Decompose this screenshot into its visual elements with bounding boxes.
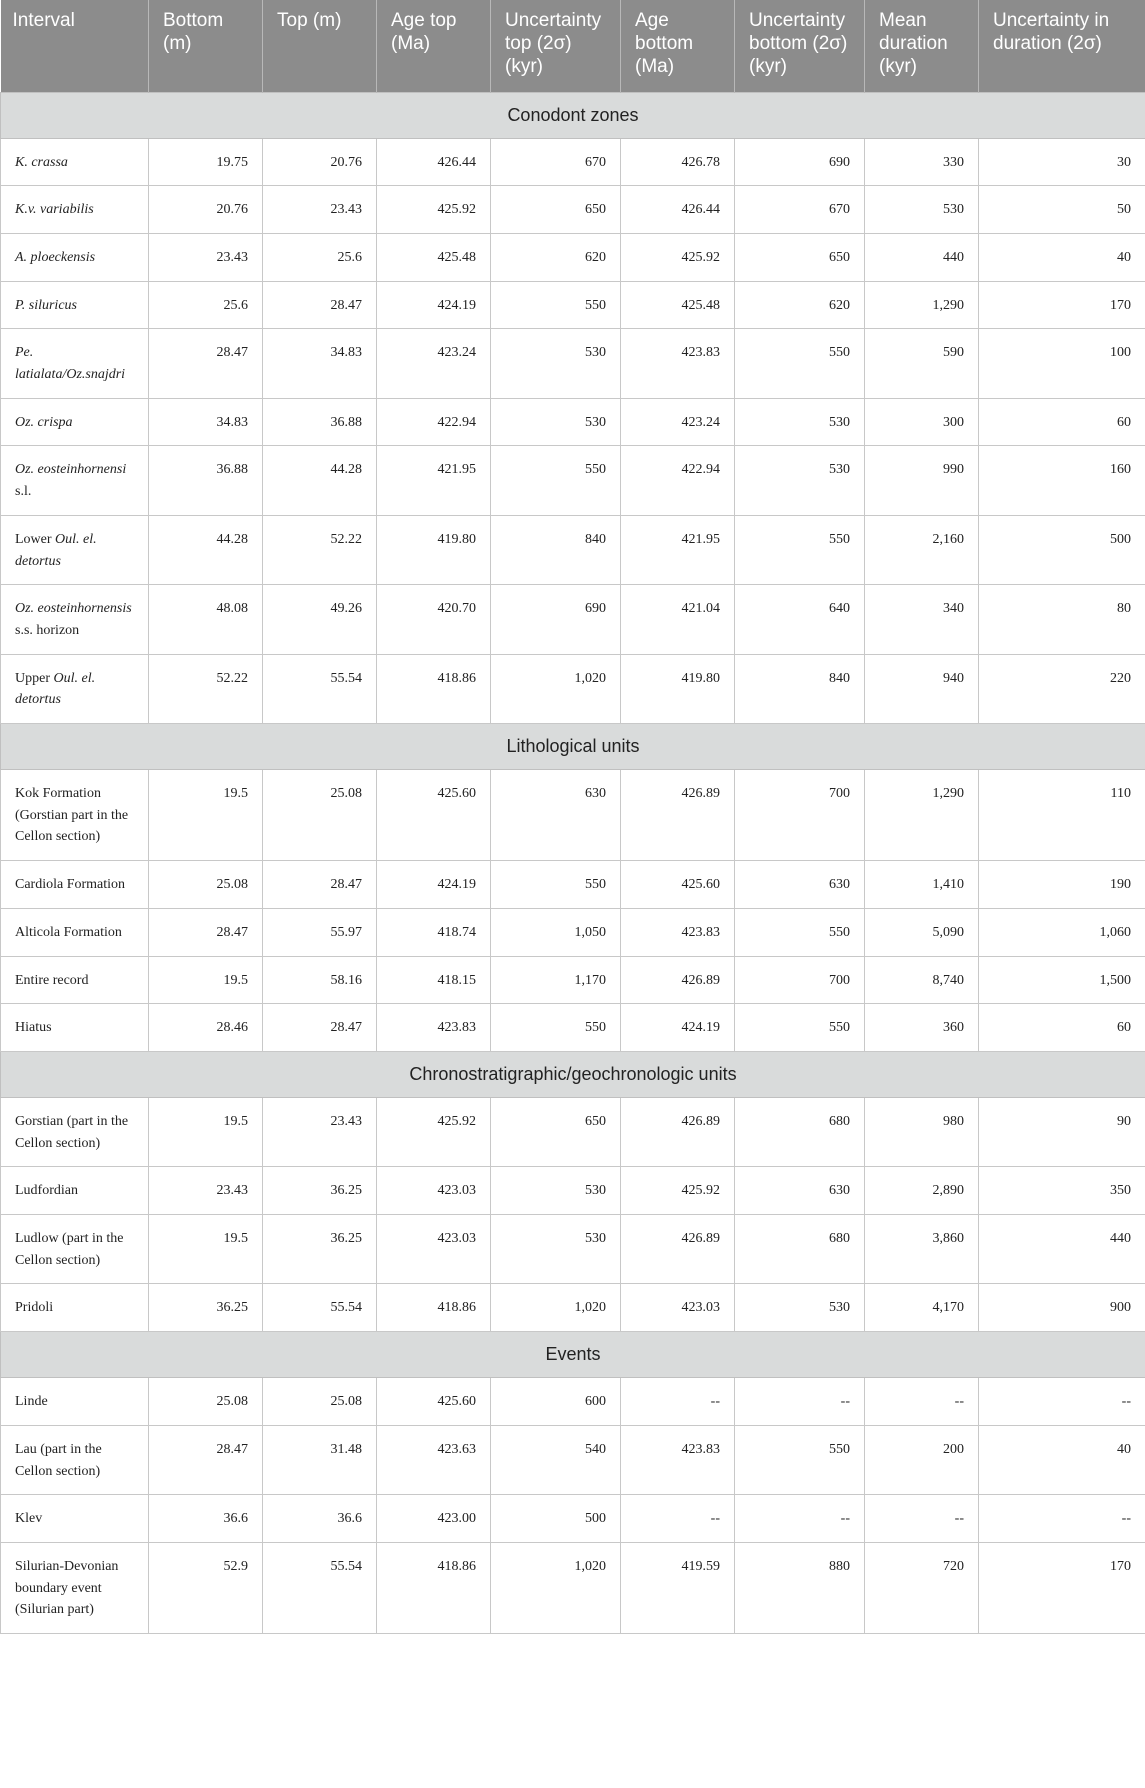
value-cell: 690 bbox=[735, 138, 865, 186]
table-row bbox=[1, 329, 1145, 398]
value-cell: 426.89 bbox=[621, 1097, 735, 1166]
value-cell: 423.83 bbox=[377, 1004, 491, 1052]
interval-text: Upper bbox=[15, 670, 54, 686]
interval-cell bbox=[1, 956, 149, 1004]
interval-text: Lower bbox=[15, 531, 56, 547]
value-cell: 1,290 bbox=[865, 281, 979, 329]
interval-text: Silurian-Devonian boundary event (Silurian part) bbox=[15, 1559, 119, 1618]
table-row bbox=[1, 398, 1145, 446]
interval-text: K. crassa bbox=[15, 154, 68, 170]
value-cell: 550 bbox=[491, 1004, 621, 1052]
interval-cell bbox=[1, 1425, 149, 1494]
value-cell: 900 bbox=[979, 1284, 1145, 1332]
group-title: Lithological units bbox=[1, 724, 1145, 770]
value-cell: 550 bbox=[735, 1425, 865, 1494]
value-cell: 340 bbox=[865, 585, 979, 654]
value-cell: 1,020 bbox=[491, 1543, 621, 1634]
value-cell: 940 bbox=[865, 654, 979, 723]
value-cell: 1,050 bbox=[491, 908, 621, 956]
interval-text: Cardiola Formation bbox=[15, 877, 126, 893]
value-cell: 60 bbox=[979, 398, 1145, 446]
value-cell: 990 bbox=[865, 446, 979, 515]
value-cell: 220 bbox=[979, 654, 1145, 723]
value-cell: 700 bbox=[735, 956, 865, 1004]
value-cell: 36.6 bbox=[149, 1495, 263, 1543]
value-cell: 160 bbox=[979, 446, 1145, 515]
table-row bbox=[1, 186, 1145, 234]
value-cell: 34.83 bbox=[149, 398, 263, 446]
value-cell: 530 bbox=[735, 398, 865, 446]
table-header bbox=[1, 0, 1145, 92]
interval-text: Ludlow (part in the Cellon section) bbox=[15, 1231, 124, 1268]
table-row bbox=[1, 654, 1145, 723]
interval-cell bbox=[1, 1378, 149, 1426]
value-cell: 36.88 bbox=[149, 446, 263, 515]
value-cell: 421.95 bbox=[377, 446, 491, 515]
value-cell: 36.88 bbox=[263, 398, 377, 446]
value-cell: 530 bbox=[735, 1284, 865, 1332]
value-cell: 55.54 bbox=[263, 1284, 377, 1332]
value-cell: 420.70 bbox=[377, 585, 491, 654]
value-cell: 5,090 bbox=[865, 908, 979, 956]
value-cell: 34.83 bbox=[263, 329, 377, 398]
value-cell: 28.47 bbox=[263, 861, 377, 909]
value-cell: 426.44 bbox=[621, 186, 735, 234]
value-cell: 630 bbox=[735, 1167, 865, 1215]
value-cell: 58.16 bbox=[263, 956, 377, 1004]
value-cell: 840 bbox=[735, 654, 865, 723]
interval-cell bbox=[1, 398, 149, 446]
value-cell: 30 bbox=[979, 138, 1145, 186]
value-cell: 550 bbox=[491, 446, 621, 515]
group-title: Chronostratigraphic/geochronologic units bbox=[1, 1051, 1145, 1097]
value-cell: 426.78 bbox=[621, 138, 735, 186]
table-row bbox=[1, 908, 1145, 956]
interval-cell bbox=[1, 1215, 149, 1284]
value-cell: 422.94 bbox=[621, 446, 735, 515]
interval-text: Ludfordian bbox=[15, 1183, 78, 1199]
value-cell: 36.25 bbox=[149, 1284, 263, 1332]
table-row bbox=[1, 446, 1145, 515]
header-bottom: Bottom (m) bbox=[149, 0, 263, 92]
value-cell: 19.5 bbox=[149, 956, 263, 1004]
group-header-row bbox=[1, 1332, 1145, 1378]
header-mean-duration: Mean duration (kyr) bbox=[865, 0, 979, 92]
value-cell: 23.43 bbox=[149, 233, 263, 281]
value-cell: 425.92 bbox=[377, 1097, 491, 1166]
value-cell: 23.43 bbox=[263, 186, 377, 234]
header-age-bottom: Age bottom (Ma) bbox=[621, 0, 735, 92]
value-cell: 28.46 bbox=[149, 1004, 263, 1052]
interval-cell bbox=[1, 1167, 149, 1215]
group-header-row bbox=[1, 92, 1145, 138]
interval-cell bbox=[1, 329, 149, 398]
header-uncertainty-top: Uncertainty top (2σ) (kyr) bbox=[491, 0, 621, 92]
interval-text: Oul. el. detortus bbox=[15, 531, 97, 569]
value-cell: 330 bbox=[865, 138, 979, 186]
value-cell: 80 bbox=[979, 585, 1145, 654]
value-cell: 110 bbox=[979, 770, 1145, 861]
value-cell: 550 bbox=[735, 1004, 865, 1052]
value-cell: 418.86 bbox=[377, 654, 491, 723]
header-interval: Interval bbox=[1, 0, 149, 92]
value-cell: 550 bbox=[491, 861, 621, 909]
value-cell: 8,740 bbox=[865, 956, 979, 1004]
value-cell: 425.92 bbox=[377, 186, 491, 234]
table-row bbox=[1, 1004, 1145, 1052]
value-cell: 500 bbox=[491, 1495, 621, 1543]
interval-cell bbox=[1, 1495, 149, 1543]
value-cell: 40 bbox=[979, 1425, 1145, 1494]
interval-cell bbox=[1, 1284, 149, 1332]
interval-text: Oz. eosteinhornensi bbox=[15, 462, 127, 478]
value-cell: 200 bbox=[865, 1425, 979, 1494]
value-cell: 423.03 bbox=[377, 1167, 491, 1215]
value-cell: 55.54 bbox=[263, 654, 377, 723]
value-cell: 44.28 bbox=[149, 515, 263, 584]
value-cell: 19.75 bbox=[149, 138, 263, 186]
value-cell: 1,290 bbox=[865, 770, 979, 861]
interval-text: Oul. el. detortus bbox=[15, 670, 96, 708]
value-cell: 423.63 bbox=[377, 1425, 491, 1494]
value-cell: 425.92 bbox=[621, 1167, 735, 1215]
table-row bbox=[1, 1167, 1145, 1215]
value-cell: 44.28 bbox=[263, 446, 377, 515]
value-cell: 530 bbox=[491, 329, 621, 398]
value-cell: 680 bbox=[735, 1097, 865, 1166]
value-cell: 980 bbox=[865, 1097, 979, 1166]
interval-text: Pridoli bbox=[15, 1300, 54, 1316]
value-cell: 52.22 bbox=[263, 515, 377, 584]
interval-cell bbox=[1, 1097, 149, 1166]
value-cell: 530 bbox=[491, 1215, 621, 1284]
interval-cell bbox=[1, 770, 149, 861]
interval-cell bbox=[1, 908, 149, 956]
value-cell: 422.94 bbox=[377, 398, 491, 446]
table-row bbox=[1, 1543, 1145, 1634]
header-row bbox=[1, 0, 1145, 92]
value-cell: 440 bbox=[979, 1215, 1145, 1284]
interval-text: Hiatus bbox=[15, 1020, 52, 1036]
value-cell: 425.48 bbox=[377, 233, 491, 281]
value-cell: 50 bbox=[979, 186, 1145, 234]
value-cell: 418.86 bbox=[377, 1284, 491, 1332]
group-title: Events bbox=[1, 1332, 1145, 1378]
value-cell: -- bbox=[735, 1378, 865, 1426]
table-row bbox=[1, 1284, 1145, 1332]
interval-text: Gorstian (part in the Cellon section) bbox=[15, 1113, 129, 1151]
value-cell: 170 bbox=[979, 281, 1145, 329]
value-cell: 424.19 bbox=[377, 281, 491, 329]
value-cell: 1,500 bbox=[979, 956, 1145, 1004]
value-cell: 421.04 bbox=[621, 585, 735, 654]
value-cell: 90 bbox=[979, 1097, 1145, 1166]
value-cell: -- bbox=[621, 1495, 735, 1543]
group-header-row bbox=[1, 1051, 1145, 1097]
value-cell: 2,160 bbox=[865, 515, 979, 584]
value-cell: 36.6 bbox=[263, 1495, 377, 1543]
value-cell: 31.48 bbox=[263, 1425, 377, 1494]
interval-text: Pe. latialata/Oz.snajdri bbox=[15, 345, 126, 383]
value-cell: 590 bbox=[865, 329, 979, 398]
value-cell: 620 bbox=[491, 233, 621, 281]
value-cell: 423.03 bbox=[621, 1284, 735, 1332]
table-row bbox=[1, 515, 1145, 584]
interval-cell bbox=[1, 585, 149, 654]
table-row bbox=[1, 861, 1145, 909]
value-cell: 700 bbox=[735, 770, 865, 861]
value-cell: 426.89 bbox=[621, 956, 735, 1004]
interval-text: s.s. horizon bbox=[15, 622, 80, 638]
value-cell: 23.43 bbox=[263, 1097, 377, 1166]
value-cell: 650 bbox=[491, 186, 621, 234]
value-cell: 2,890 bbox=[865, 1167, 979, 1215]
header-uncertainty-bottom: Uncertainty bottom (2σ) (kyr) bbox=[735, 0, 865, 92]
value-cell: 421.95 bbox=[621, 515, 735, 584]
header-top: Top (m) bbox=[263, 0, 377, 92]
value-cell: 550 bbox=[735, 329, 865, 398]
value-cell: 418.86 bbox=[377, 1543, 491, 1634]
value-cell: 425.48 bbox=[621, 281, 735, 329]
interval-text: Entire record bbox=[15, 972, 89, 988]
value-cell: 1,020 bbox=[491, 1284, 621, 1332]
value-cell: 55.97 bbox=[263, 908, 377, 956]
table-body bbox=[1, 92, 1145, 1634]
value-cell: 720 bbox=[865, 1543, 979, 1634]
table-row bbox=[1, 233, 1145, 281]
value-cell: 550 bbox=[491, 281, 621, 329]
value-cell: 423.00 bbox=[377, 1495, 491, 1543]
interval-cell bbox=[1, 654, 149, 723]
interval-text: P. siluricus bbox=[15, 297, 77, 313]
group-header-row bbox=[1, 724, 1145, 770]
value-cell: 28.47 bbox=[149, 1425, 263, 1494]
interval-text: K.v. variabilis bbox=[15, 202, 94, 218]
value-cell: 650 bbox=[735, 233, 865, 281]
value-cell: 25.08 bbox=[263, 770, 377, 861]
value-cell: 28.47 bbox=[149, 908, 263, 956]
value-cell: 880 bbox=[735, 1543, 865, 1634]
value-cell: 630 bbox=[735, 861, 865, 909]
value-cell: 1,170 bbox=[491, 956, 621, 1004]
value-cell: 28.47 bbox=[263, 281, 377, 329]
table-row bbox=[1, 1425, 1145, 1494]
value-cell: -- bbox=[621, 1378, 735, 1426]
interval-text: Alticola Formation bbox=[15, 924, 122, 940]
interval-text: Oz. eosteinhornensis bbox=[15, 601, 132, 617]
value-cell: 360 bbox=[865, 1004, 979, 1052]
value-cell: 426.44 bbox=[377, 138, 491, 186]
table-row bbox=[1, 1097, 1145, 1166]
value-cell: 19.5 bbox=[149, 1215, 263, 1284]
interval-text: Kok Formation (Gorstian part in the Cellon section) bbox=[15, 786, 129, 845]
table-row bbox=[1, 1378, 1145, 1426]
interval-cell bbox=[1, 138, 149, 186]
value-cell: 25.08 bbox=[149, 1378, 263, 1426]
value-cell: 4,170 bbox=[865, 1284, 979, 1332]
value-cell: 350 bbox=[979, 1167, 1145, 1215]
value-cell: 540 bbox=[491, 1425, 621, 1494]
value-cell: 630 bbox=[491, 770, 621, 861]
interval-text: Oz. crispa bbox=[15, 414, 73, 430]
value-cell: 19.5 bbox=[149, 1097, 263, 1166]
value-cell: 190 bbox=[979, 861, 1145, 909]
value-cell: -- bbox=[865, 1378, 979, 1426]
value-cell: 28.47 bbox=[149, 329, 263, 398]
interval-text: A. ploeckensis bbox=[15, 249, 96, 265]
value-cell: 530 bbox=[491, 398, 621, 446]
value-cell: 23.43 bbox=[149, 1167, 263, 1215]
value-cell: 55.54 bbox=[263, 1543, 377, 1634]
value-cell: 20.76 bbox=[263, 138, 377, 186]
value-cell: 418.15 bbox=[377, 956, 491, 1004]
value-cell: 423.83 bbox=[621, 908, 735, 956]
value-cell: 1,060 bbox=[979, 908, 1145, 956]
value-cell: -- bbox=[735, 1495, 865, 1543]
value-cell: 170 bbox=[979, 1543, 1145, 1634]
interval-cell bbox=[1, 446, 149, 515]
value-cell: 60 bbox=[979, 1004, 1145, 1052]
value-cell: 423.83 bbox=[621, 329, 735, 398]
value-cell: 419.80 bbox=[377, 515, 491, 584]
table-row bbox=[1, 1215, 1145, 1284]
value-cell: 3,860 bbox=[865, 1215, 979, 1284]
value-cell: -- bbox=[979, 1378, 1145, 1426]
value-cell: 419.80 bbox=[621, 654, 735, 723]
value-cell: 36.25 bbox=[263, 1167, 377, 1215]
value-cell: 28.47 bbox=[263, 1004, 377, 1052]
table-row bbox=[1, 585, 1145, 654]
value-cell: 25.6 bbox=[263, 233, 377, 281]
header-uncertainty-duration: Uncertainty in duration (2σ) bbox=[979, 0, 1145, 92]
table-row bbox=[1, 1495, 1145, 1543]
interval-text: Lau (part in the Cellon section) bbox=[15, 1441, 102, 1479]
value-cell: 680 bbox=[735, 1215, 865, 1284]
value-cell: 25.08 bbox=[149, 861, 263, 909]
interval-cell bbox=[1, 1004, 149, 1052]
value-cell: 425.60 bbox=[377, 1378, 491, 1426]
value-cell: 600 bbox=[491, 1378, 621, 1426]
interval-text: Linde bbox=[15, 1394, 48, 1410]
interval-cell bbox=[1, 515, 149, 584]
value-cell: 424.19 bbox=[621, 1004, 735, 1052]
value-cell: 530 bbox=[491, 1167, 621, 1215]
table-row bbox=[1, 956, 1145, 1004]
value-cell: 418.74 bbox=[377, 908, 491, 956]
value-cell: 426.89 bbox=[621, 1215, 735, 1284]
value-cell: 670 bbox=[735, 186, 865, 234]
value-cell: 640 bbox=[735, 585, 865, 654]
value-cell: 49.26 bbox=[263, 585, 377, 654]
value-cell: 100 bbox=[979, 329, 1145, 398]
table-row bbox=[1, 770, 1145, 861]
value-cell: 500 bbox=[979, 515, 1145, 584]
value-cell: -- bbox=[865, 1495, 979, 1543]
value-cell: 1,020 bbox=[491, 654, 621, 723]
value-cell: 424.19 bbox=[377, 861, 491, 909]
value-cell: 440 bbox=[865, 233, 979, 281]
value-cell: 620 bbox=[735, 281, 865, 329]
value-cell: 840 bbox=[491, 515, 621, 584]
interval-text: Klev bbox=[15, 1511, 43, 1527]
value-cell: 650 bbox=[491, 1097, 621, 1166]
value-cell: 419.59 bbox=[621, 1543, 735, 1634]
group-title: Conodont zones bbox=[1, 92, 1145, 138]
interval-cell bbox=[1, 281, 149, 329]
interval-cell bbox=[1, 1543, 149, 1634]
value-cell: 426.89 bbox=[621, 770, 735, 861]
value-cell: 25.08 bbox=[263, 1378, 377, 1426]
interval-cell bbox=[1, 186, 149, 234]
value-cell: 423.03 bbox=[377, 1215, 491, 1284]
value-cell: -- bbox=[979, 1495, 1145, 1543]
interval-cell bbox=[1, 233, 149, 281]
value-cell: 423.24 bbox=[621, 398, 735, 446]
value-cell: 19.5 bbox=[149, 770, 263, 861]
table-row bbox=[1, 281, 1145, 329]
value-cell: 1,410 bbox=[865, 861, 979, 909]
interval-cell bbox=[1, 861, 149, 909]
value-cell: 25.6 bbox=[149, 281, 263, 329]
value-cell: 550 bbox=[735, 908, 865, 956]
value-cell: 530 bbox=[865, 186, 979, 234]
value-cell: 425.60 bbox=[621, 861, 735, 909]
interval-text: s.l. bbox=[15, 484, 32, 500]
value-cell: 423.83 bbox=[621, 1425, 735, 1494]
value-cell: 423.24 bbox=[377, 329, 491, 398]
value-cell: 670 bbox=[491, 138, 621, 186]
value-cell: 52.9 bbox=[149, 1543, 263, 1634]
value-cell: 48.08 bbox=[149, 585, 263, 654]
value-cell: 20.76 bbox=[149, 186, 263, 234]
table-row bbox=[1, 138, 1145, 186]
value-cell: 52.22 bbox=[149, 654, 263, 723]
value-cell: 425.60 bbox=[377, 770, 491, 861]
value-cell: 550 bbox=[735, 515, 865, 584]
value-cell: 690 bbox=[491, 585, 621, 654]
value-cell: 425.92 bbox=[621, 233, 735, 281]
value-cell: 40 bbox=[979, 233, 1145, 281]
value-cell: 300 bbox=[865, 398, 979, 446]
value-cell: 530 bbox=[735, 446, 865, 515]
header-age-top: Age top (Ma) bbox=[377, 0, 491, 92]
value-cell: 36.25 bbox=[263, 1215, 377, 1284]
